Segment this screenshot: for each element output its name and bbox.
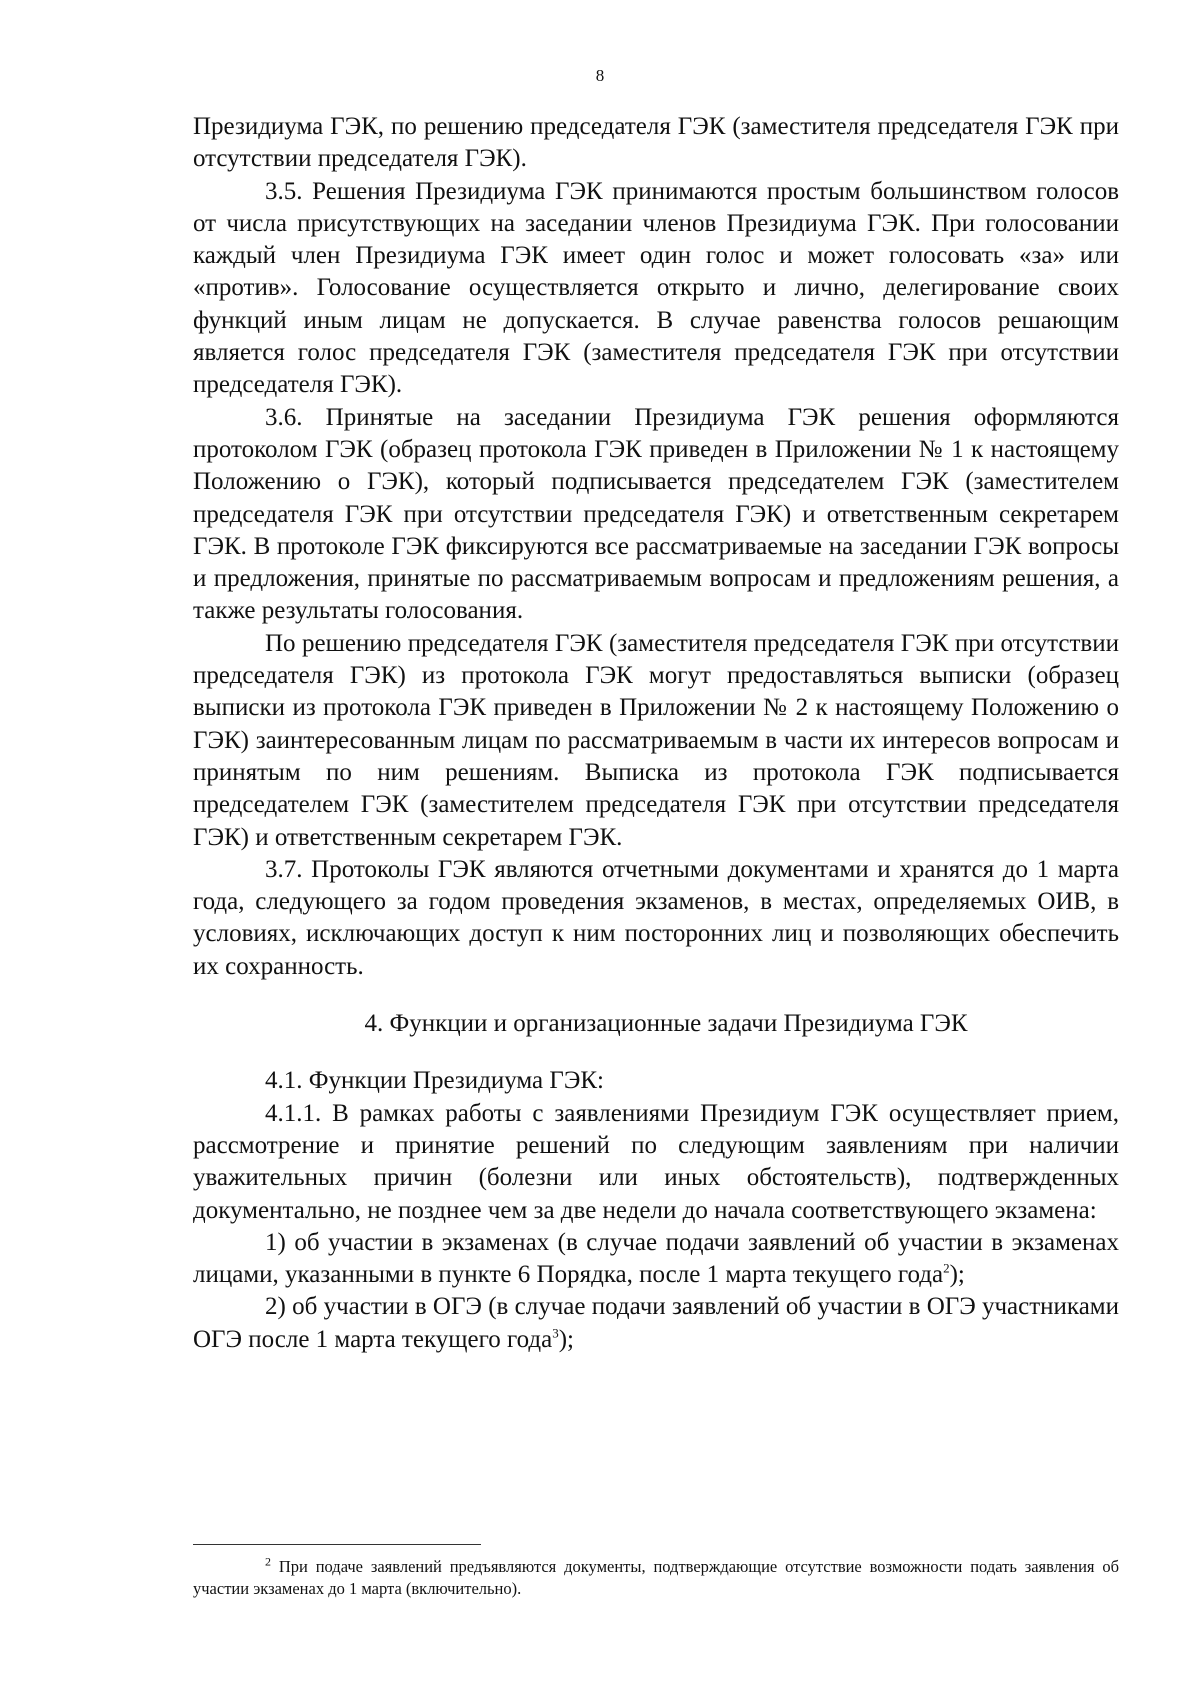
footnote-text: При подаче заявлений предъявляются документы, подтверждающие отсутствие возможности подать заявления об участии экзаменах до 1 марта (включительно). [193, 1557, 1119, 1598]
list-item-tail: ); [558, 1325, 574, 1353]
paragraph: Президиума ГЭК, по решению председателя ГЭК (заместителя председателя ГЭК при отсутствии председателя ГЭК). [193, 113, 1119, 173]
list-item [193, 1227, 1119, 1292]
paragraph: 4.1. Функции Президиума ГЭК: [265, 1067, 604, 1095]
footnote-separator [193, 1544, 481, 1545]
list-item [193, 1291, 1119, 1356]
list-item-text: 1) об участии в экзаменах (в случае подачи заявлений об участии в экзаменах лицами, указанными в пункте 6 Порядка, после 1 марта текущего года [193, 1228, 1119, 1289]
footnote-reference: 2 [943, 1260, 950, 1276]
paragraph: 3.5. Решения Президиума ГЭК принимаются простым большинством голосов от числа присутствующих на заседании членов Президиума ГЭК. При голосовании каждый член Президиума ГЭК имеет один голос и может голосовать «за» или «против». Голосование осуществляется открыто и лично, делегирование своих функций иным лицам не допускается. В случае равенства голосов решающим является голос председателя ГЭК (заместителя председателя ГЭК при отсутствии председателя ГЭК). [193, 177, 1119, 399]
list-item-tail: ); [949, 1261, 965, 1289]
paragraph: 3.6. Принятые на заседании Президиума ГЭК решения оформляются протоколом ГЭК (образец протокола ГЭК приведен в Приложении № 1 к настоящему Положению о ГЭК), который подписывается председателем ГЭК (заместителем председателя ГЭК при отсутствии председателя ГЭК) и ответственным секретарем ГЭК. В протоколе ГЭК фиксируются все рассматриваемые на заседании ГЭК вопросы и предложения, принятые по рассматриваемым вопросам и предложениям решения, а также результаты голосования. [193, 403, 1119, 625]
footnote [193, 1556, 1119, 1600]
page-number: 8 [595, 66, 605, 85]
section-heading: 4. Функции и организационные задачи Президиума ГЭК [364, 1010, 968, 1038]
paragraph: По решению председателя ГЭК (заместителя председателя ГЭК при отсутствии председателя ГЭК) из протокола ГЭК могут предоставляться выписки (образец выписки из протокола ГЭК приведен в Приложении № 2 к настоящему Положению о ГЭК) заинтересованным лицам по рассматриваемым в части их интересов вопросам и принятым по ним решениям. Выписка из протокола ГЭК подписывается председателем ГЭК (заместителем председателя ГЭК при отсутствии председателя ГЭК) и ответственным секретарем ГЭК. [193, 629, 1119, 851]
document-body [193, 111, 1119, 1356]
footnote-mark: 2 [265, 1554, 271, 1569]
paragraph: 4.1.1. В рамках работы с заявлениями Президиум ГЭК осуществляет прием, рассмотрение и принятие решений по следующим заявлениям при наличии уважительных причин (болезни или иных обстоятельств), подтвержденных документально, не позднее чем за две недели до начала соответствующего экзамена: [193, 1099, 1119, 1224]
footnote-reference: 3 [552, 1325, 559, 1341]
paragraph: 3.7. Протоколы ГЭК являются отчетными документами и хранятся до 1 марта года, следующего за годом проведения экзаменов, в местах, определяемых ОИВ, в условиях, исключающих доступ к ним посторонних лиц и позволяющих обеспечить их сохранность. [193, 855, 1119, 980]
list-item-text: 2) об участии в ОГЭ (в случае подачи заявлений об участии в ОГЭ участниками ОГЭ после 1 марта текущего года [193, 1293, 1119, 1353]
